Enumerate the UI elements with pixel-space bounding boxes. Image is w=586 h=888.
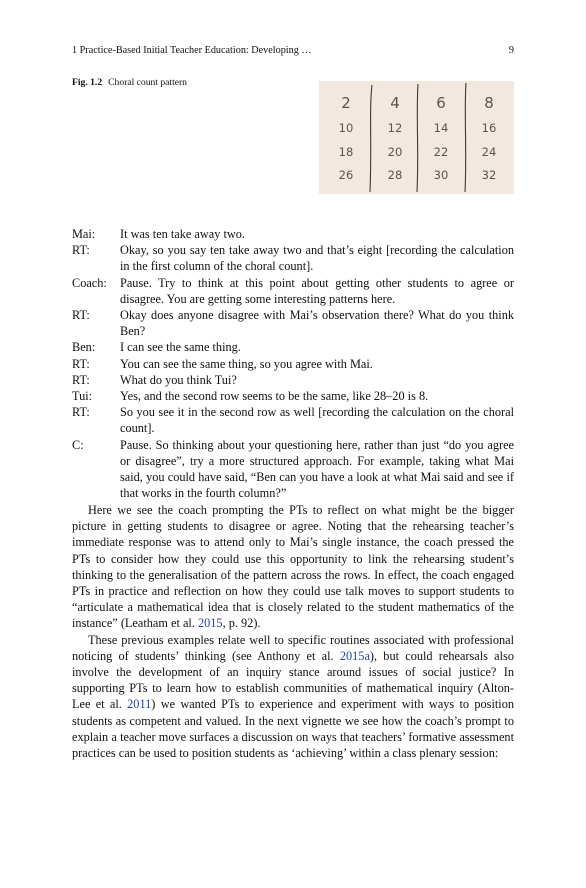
grid-number: 2 [341,94,351,112]
grid-number: 16 [481,121,497,135]
grid-number: 22 [433,145,449,159]
paragraph-text: These previous examples relate well to specific routines associated with professional noticing of students’ thinking (see Anthony et al. [72,632,514,663]
utterance-text: What do you think Tui? [120,372,237,387]
dialogue-turn [72,372,514,388]
grid-number: 30 [433,168,449,182]
choral-count-figure [319,81,514,194]
speaker-label: C: [72,437,84,452]
dialogue-turn [72,356,514,372]
page-number: 9 [508,45,514,56]
paragraph [72,502,514,632]
citation-link[interactable]: 2011 [127,697,152,712]
paragraph-text: Here we see the coach prompting the PTs to reflect on what might be the bigger picture in getting students to disagree or agree. Noting that the rehearsing teacher’s immediate response was to attend only to Mai’s single instance, the coach pressed the PTs to consider how they could use this opportunity to link the rehearsing student’s thinking to the generalisation of the pattern across the rows. In effect, the coach engaged PTs in practice and reflection on how they could use talk moves to support students to “articulate a mathematical idea that is closely related to the student mathematics of the instance” (Leatham et al. [72,503,514,631]
utterance-text: Pause. Try to think at this point about getting other students to agree or disagree. You are getting some interesting patterns here. [120,275,514,306]
speaker-label: RT: [72,405,90,420]
speaker-label: RT: [72,308,90,323]
utterance-text: Yes, and the second row seems to be the same, like 28–20 is 8. [120,389,429,404]
chapter-title: 1 Practice-Based Initial Teacher Education: Developing … [72,45,312,56]
grid-number: 10 [338,121,354,135]
utterance-text: It was ten take away two. [120,227,245,241]
speaker-label: RT: [72,243,90,258]
paragraph-text: ) we wanted PTs to experience and experiment with ways to position students as competent and valued. In the next vignette we see how the coach’s prompt to explain a teacher move surfaces a discussion on ways that teachers’ formative assessment practices can be used to position students as ‘achieving’ within a class plenary session: [72,697,514,761]
grid-number: 4 [390,94,400,112]
dialogue-transcript [72,226,514,501]
grid-number: 14 [433,121,449,135]
grid-number: 8 [484,94,494,112]
utterance-text: Pause. So thinking about your questioning here, rather than just “do you agree or disagree”, try a more structured approach. For example, taking what Mai said, you could have said, “Ben can you have a look at what Mai said and see if that works in the fourth column?” [120,437,514,501]
figure-label: Fig. 1.2 [72,77,103,88]
paragraph [72,632,514,762]
dialogue-turn [72,275,514,307]
grid-number: 26 [338,168,354,182]
choral-count-grid [319,81,514,194]
paragraph-text: ), but could rehearsals also involve the development of an inquiry stance around issues of social justice? In supporting PTs to learn how to establish communities of mathematical inquiry (Alton-Lee et al. [72,648,514,712]
figure-caption [72,77,187,88]
speaker-label: Tui: [72,389,93,404]
utterance-text: So you see it in the second row as well [recording the calculation on the choral count]. [120,405,514,436]
speaker-label: RT: [72,356,90,371]
grid-number: 28 [387,168,403,182]
running-head [72,45,514,56]
figure-caption-text: Choral count pattern [108,77,187,88]
grid-number: 20 [387,145,403,159]
grid-number: 12 [387,121,403,135]
dialogue-turn [72,404,514,436]
body-text [72,502,514,761]
dialogue-turn [72,226,514,242]
speaker-label: Mai: [72,227,96,241]
dialogue-turn [72,307,514,339]
column-divider-3 [465,83,466,192]
speaker-label: RT: [72,372,90,387]
dialogue-turn [72,388,514,404]
grid-number: 6 [436,94,446,112]
dialogue-turn [72,339,514,355]
utterance-text: Okay, so you say ten take away two and that’s eight [recording the calculation in the first column of the choral count]. [120,243,514,274]
grid-number: 18 [338,145,354,159]
citation-link[interactable]: 2015 [197,616,223,631]
dialogue-turn [72,437,514,502]
grid-number: 32 [481,168,497,182]
utterance-text: You can see the same thing, so you agree with Mai. [120,356,373,371]
utterance-text: Okay does anyone disagree with Mai’s observation there? What do you think Ben? [120,308,514,339]
speaker-label: Ben: [72,340,96,355]
citation-link[interactable]: 2015a [339,648,370,663]
column-divider-2 [417,84,418,192]
grid-number: 24 [481,145,497,159]
speaker-label: Coach: [72,275,107,290]
utterance-text: I can see the same thing. [120,340,241,355]
dialogue-turn [72,242,514,274]
paragraph-text: , p. 92). [222,616,261,631]
column-divider-1 [370,85,372,192]
